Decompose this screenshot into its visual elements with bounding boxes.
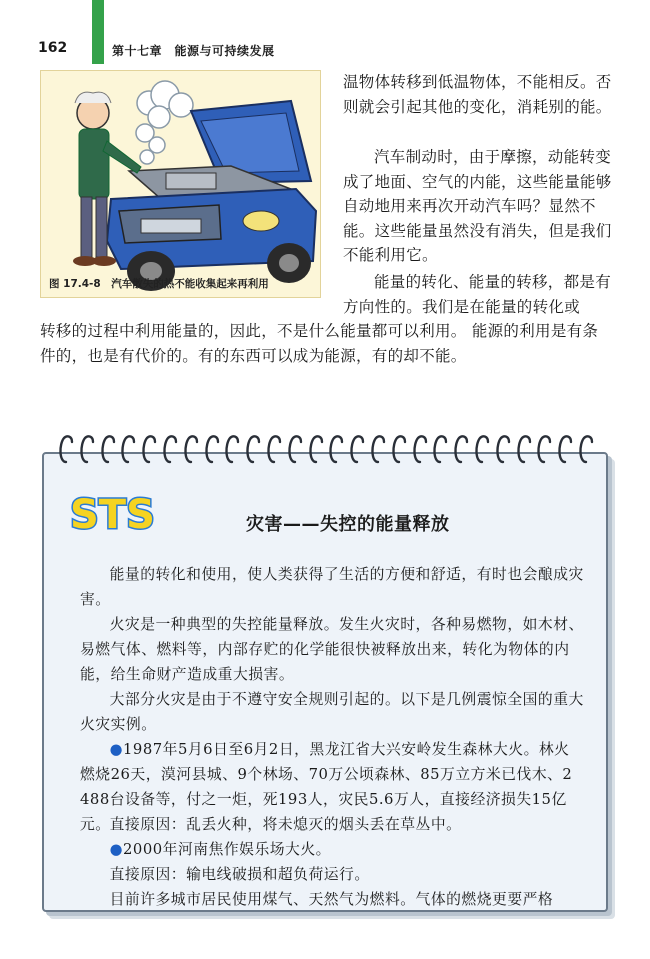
spiral-ring-icon (204, 434, 220, 464)
spiral-ring-icon (412, 434, 428, 464)
spiral-ring-icon (536, 434, 552, 464)
spiral-ring-icon (224, 434, 240, 464)
spiral-ring-icon (391, 434, 407, 464)
spiral-ring-icon (120, 434, 136, 464)
sts-paragraph-1: 能量的转化和使用，使人类获得了生活的方便和舒适，有时也会酿成灾害。 (80, 566, 584, 608)
spiral-ring-icon (183, 434, 199, 464)
paragraph-1: 温物体转移到低温物体，不能相反。否则就会引起其他的变化，消耗别的能。 (343, 73, 612, 116)
spiral-ring-icon (287, 434, 303, 464)
sts-notebook-box (42, 452, 608, 912)
paragraph-2: 汽车制动时，由于摩擦，动能转变成了地面、空气的内能，这些能量能够自动地用来再次开动汽车吗？显然不能。这些能量虽然没有消失，但是我们不能利用它。 (343, 148, 612, 264)
spiral-ring-icon (79, 434, 95, 464)
chapter-color-bar (92, 0, 104, 64)
spiral-ring-icon (474, 434, 490, 464)
spiral-ring-icon (453, 434, 469, 464)
spiral-ring-icon (58, 434, 74, 464)
sts-paragraph-7: 直接原因：输电线破损和超负荷运行。 (109, 866, 370, 883)
sts-paragraph-8: 目前许多城市居民使用煤气、天然气为燃料。气体的燃烧更要严格 (109, 891, 554, 908)
spiral-ring-icon (162, 434, 178, 464)
sts-title: 灾害——失控的能量释放 (246, 514, 450, 535)
sts-fire-example-2: 2000年河南焦作娱乐场大火。 (123, 841, 331, 858)
sts-paragraph-5: 直接原因：乱丢火种，将未熄灭的烟头丢在草丛中。 (109, 816, 462, 833)
spiral-ring-icon (266, 434, 282, 464)
spiral-ring-icon (349, 434, 365, 464)
sts-logo-icon (66, 488, 176, 540)
spiral-ring-icon (495, 434, 511, 464)
sts-paragraph-3: 大部分火灾是由于不遵守安全规则引起的。以下是几例震惊全国的重大火灾实例。 (80, 691, 584, 733)
spiral-ring-icon (578, 434, 594, 464)
spiral-ring-icon (557, 434, 573, 464)
spiral-ring-icon (432, 434, 448, 464)
sts-fire-example-1: 1987年5月6日至6月2日，黑龙江省大兴安岭发生森林大火。林火燃烧26天，漠河县城、9个林场、70万公顷森林、85万立方米已伐木、2 488台设备等，付之一炬，死193人，灾民5.6万人，直接经济损失15亿元。 (80, 741, 573, 833)
sts-paragraph-6 (80, 837, 584, 862)
figure-caption: 图 17.4-8 汽车散失的热不能收集起来再利用 (49, 278, 269, 290)
paragraph-3a: 能量的转化、能量的转移，都是有方向性的。我们是在能量的转化或 (343, 273, 612, 316)
chapter-title: 第十七章 能源与可持续发展 (112, 44, 275, 58)
sts-paragraph-2: 火灾是一种典型的失控能量释放。发生火灾时，各种易燃物，如木材、易燃气体、燃料等，内部存贮的化学能很快被释放出来，转化为物体的内能，给生命财产造成重大损害。 (80, 616, 584, 683)
paragraph-3b: 转移的过程中利用能量的，因此，不是什么能量都可以利用。 能源的利用是有条件的，也是有代价的。有的东西可以成为能源，有的却不能。 (40, 322, 599, 365)
spiral-ring-icon (370, 434, 386, 464)
figure-car-heat (40, 70, 321, 298)
spiral-ring-icon (100, 434, 116, 464)
bullet-dot: ● (109, 741, 124, 758)
spiral-ring-icon (516, 434, 532, 464)
svg-text:STS: STS (70, 492, 155, 538)
steam-cloud (136, 81, 193, 164)
bullet-dot: ● (109, 841, 124, 858)
spiral-ring-icon (245, 434, 261, 464)
spiral-ring-icon (328, 434, 344, 464)
page-number: 162 (38, 40, 68, 56)
car-illustration (41, 71, 321, 298)
spiral-ring-icon (141, 434, 157, 464)
spiral-ring-icon (308, 434, 324, 464)
